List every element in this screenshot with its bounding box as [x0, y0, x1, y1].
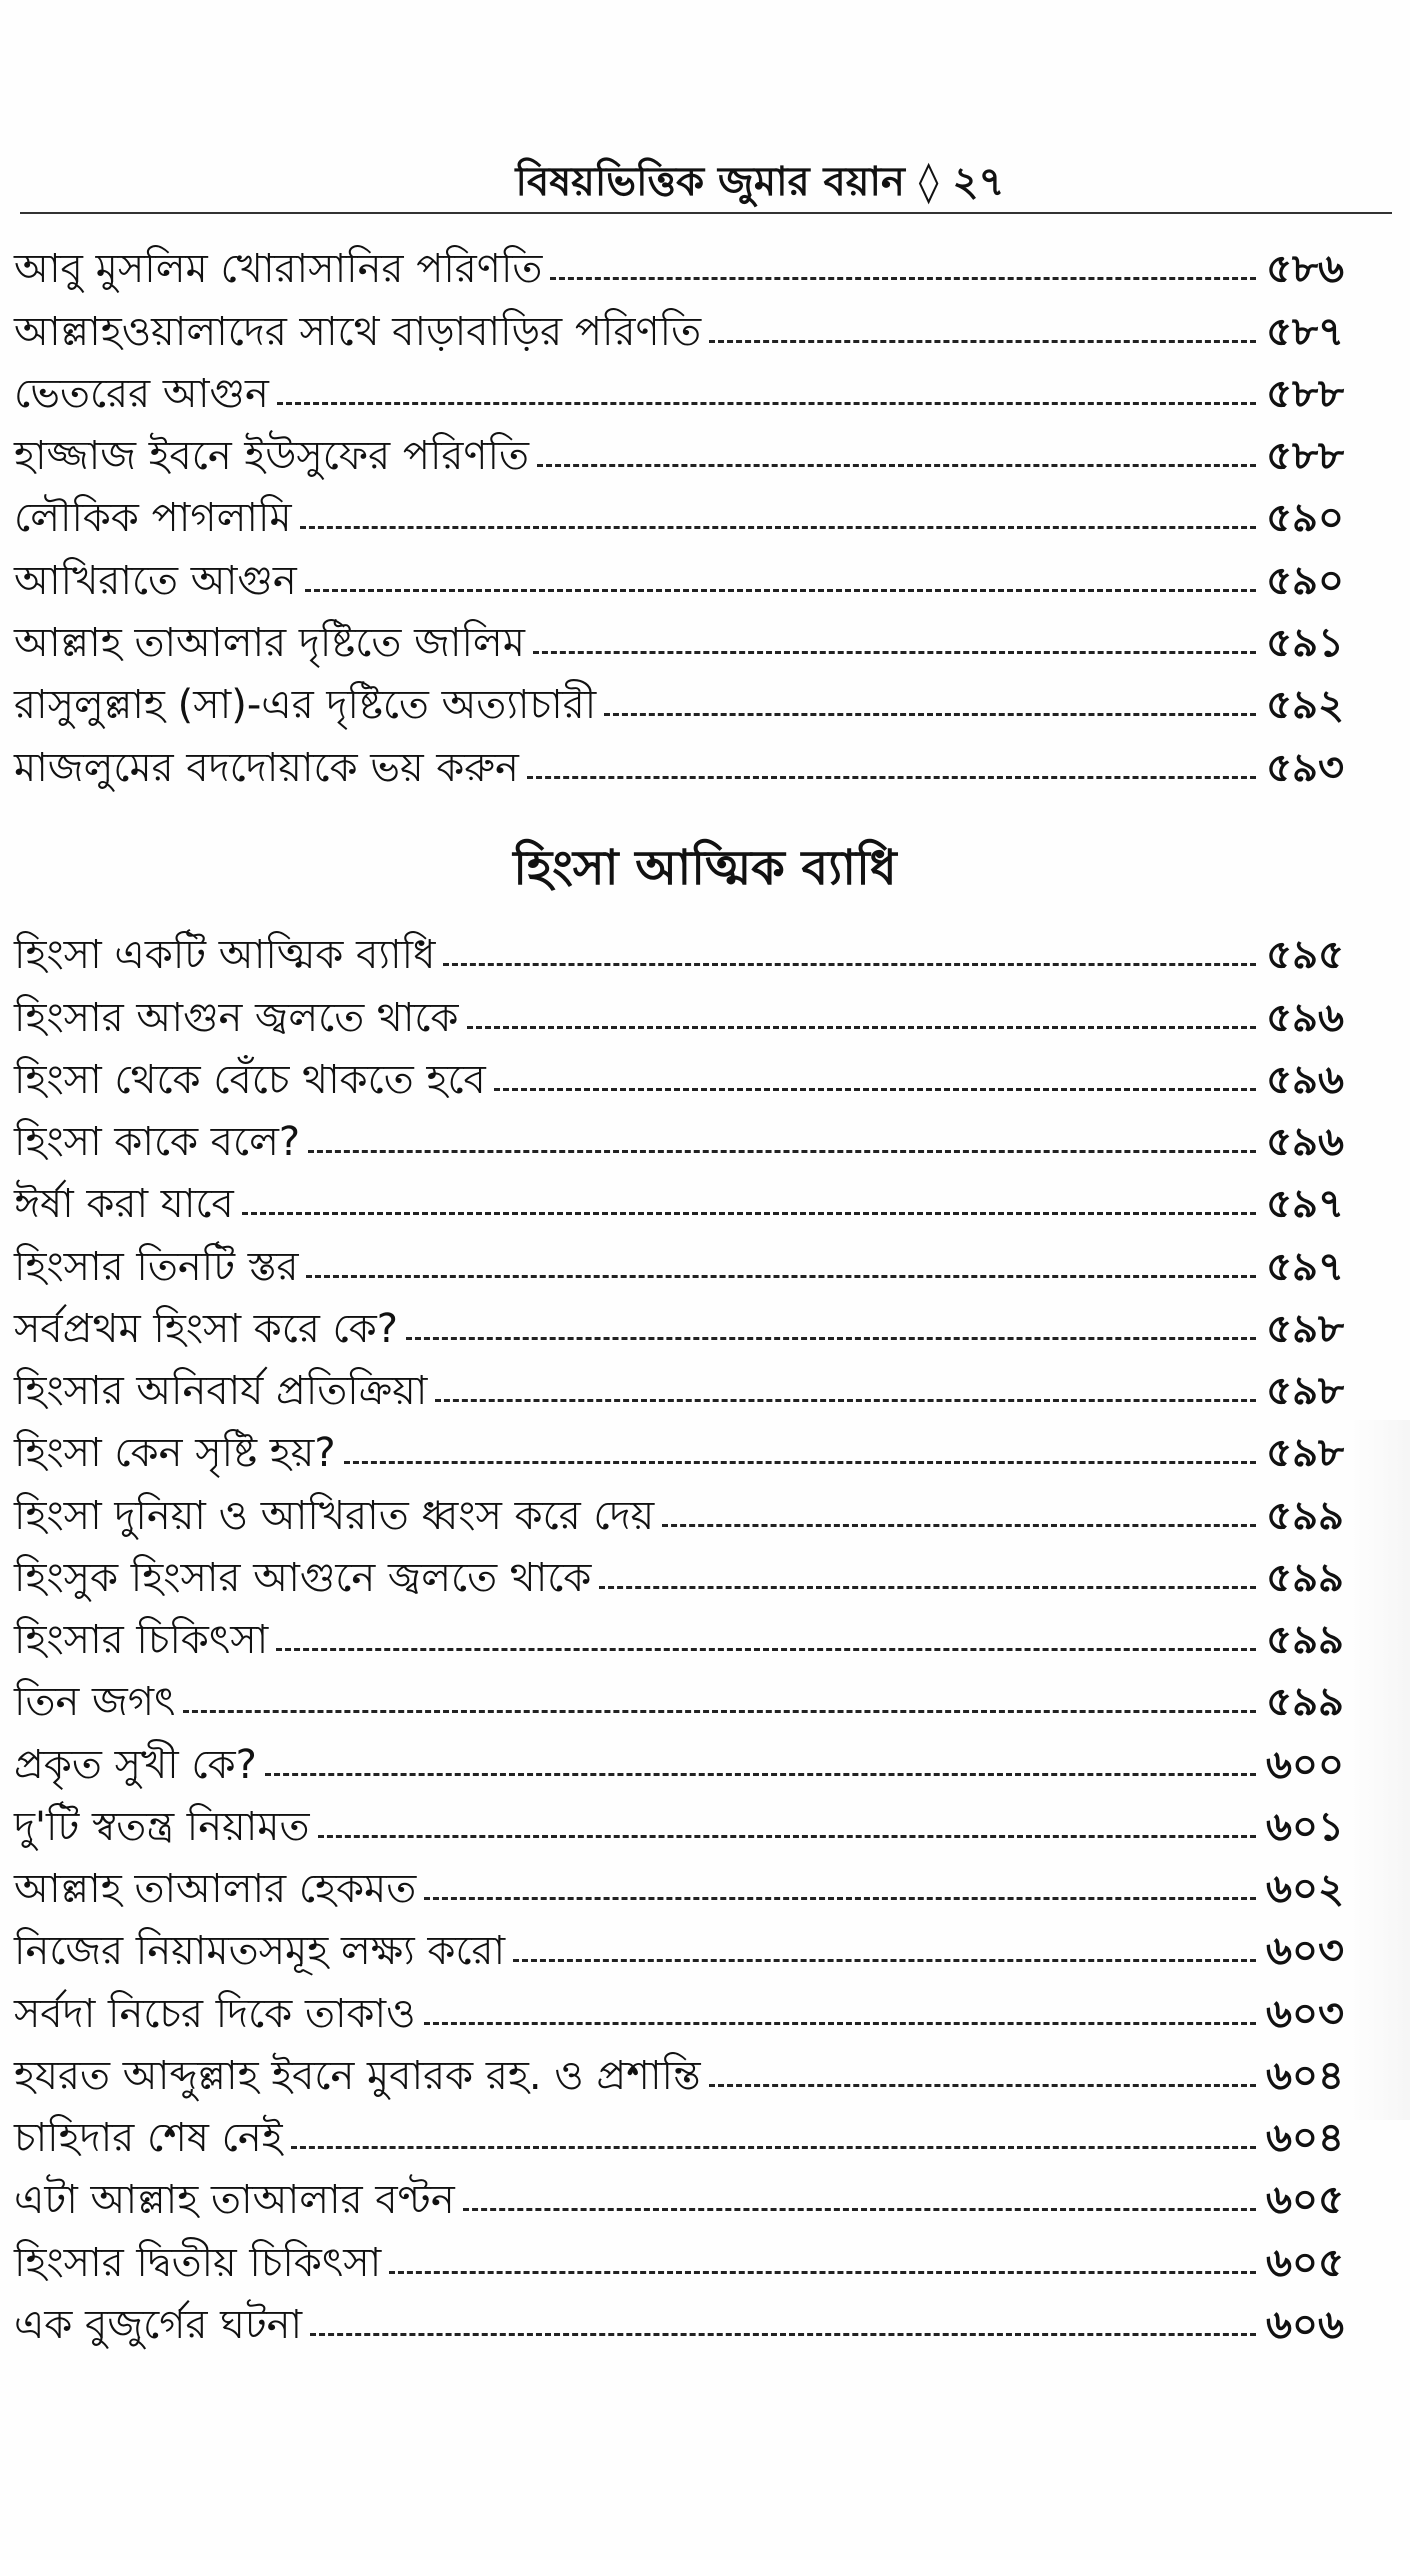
toc-entry-page: ৫৯৮: [1266, 1368, 1344, 1414]
dot-leader: [662, 1524, 1256, 1527]
toc-entry: [14, 2288, 1344, 2350]
toc-entry: [14, 1603, 1344, 1665]
toc-entry-page: ৫৯৭: [1266, 1181, 1344, 1228]
toc-entry-page: ৫৯৫: [1266, 932, 1344, 979]
dot-leader: [424, 1897, 1256, 1900]
toc-entry-title: এক বুজুর্গের ঘটনা: [14, 2301, 303, 2348]
dot-leader: [276, 1648, 1256, 1651]
toc-entry-title: হযরত আব্দুল্লাহ ইবনে মুবারক রহ. ও প্রশান্তি: [14, 2052, 701, 2099]
dot-leader: [318, 1835, 1257, 1838]
toc-entry-title: হিংসার তিনটি স্তর: [14, 1243, 299, 1290]
toc-entry: [14, 543, 1344, 605]
toc-entry-title: হিংসার চিকিৎসা: [14, 1617, 269, 1663]
toc-entry-page: ৫৯৯: [1266, 1617, 1344, 1663]
toc-entry: [14, 1105, 1344, 1167]
toc-entry-page: ৫৯৮: [1266, 1305, 1344, 1352]
toc-entry: [14, 668, 1344, 730]
toc-entry: [14, 1354, 1344, 1416]
section-heading: হিংসা আত্মিক ব্যাধি: [513, 840, 897, 896]
dot-leader: [183, 1710, 1256, 1713]
dot-leader: [406, 1337, 1256, 1340]
toc-entry-title: হিংসার দ্বিতীয় চিকিৎসা: [14, 2239, 382, 2286]
toc-entry: [14, 357, 1344, 419]
dot-leader: [709, 340, 1256, 343]
toc-entry: [14, 232, 1344, 294]
toc-entry-page: ৫৯০: [1266, 557, 1344, 604]
dot-leader: [435, 1399, 1256, 1402]
toc-entry-title: দু'টি স্বতন্ত্র নিয়ামত: [14, 1803, 310, 1850]
dot-leader: [599, 1586, 1256, 1589]
dot-leader: [604, 713, 1256, 716]
toc-entry: [14, 1665, 1344, 1727]
toc-entry: [14, 1727, 1344, 1789]
dot-leader: [537, 464, 1256, 467]
toc-entry: [14, 481, 1344, 543]
toc-entry-page: ৫৯২: [1266, 682, 1344, 729]
toc-entry-title: হিংসা একটি আত্মিক ব্যাধি: [14, 932, 436, 979]
running-header: বিষয়ভিত্তিক জুমার বয়ান ◊ ২৭: [515, 159, 1005, 205]
dot-leader: [527, 776, 1256, 779]
dot-leader: [310, 2333, 1256, 2336]
dot-leader: [550, 277, 1256, 280]
toc-entry: [14, 1043, 1344, 1105]
dot-leader: [494, 1088, 1256, 1091]
toc-entry-title: সর্বপ্রথম হিংসা করে কে?: [14, 1305, 399, 1352]
toc-entry: [14, 730, 1344, 792]
toc-entry: [14, 1914, 1344, 1976]
toc-entry-title: হিংসুক হিংসার আগুনে জ্বলতে থাকে: [14, 1554, 592, 1601]
dot-leader: [265, 1773, 1256, 1776]
toc-entry-title: লৌকিক পাগলামি: [14, 495, 292, 542]
toc-entry: [14, 918, 1344, 980]
toc-entry-page: ৫৯৯: [1266, 1492, 1344, 1539]
toc-entry-page: ৬০৫: [1266, 2177, 1344, 2224]
toc-entry-title: প্রকৃত সুখী কে?: [14, 1741, 257, 1788]
toc-entry-title: আল্লাহওয়ালাদের সাথে বাড়াবাড়ির পরিণতি: [14, 308, 702, 355]
toc-entry-title: ভেতরের আগুন: [14, 370, 269, 417]
toc-entry: [14, 980, 1344, 1042]
toc-list-top: [14, 232, 1344, 793]
toc-entry: [14, 1167, 1344, 1229]
toc-entry-title: হিংসা দুনিয়া ও আখিরাত ধ্বংস করে দেয়: [14, 1492, 655, 1539]
toc-entry-title: সর্বদা নিচের দিকে তাকাও: [14, 1990, 416, 2037]
toc-entry-title: হিংসার আগুন জ্বলতে থাকে: [14, 994, 459, 1041]
toc-entry-page: ৫৮৮: [1266, 433, 1344, 480]
dot-leader: [308, 1150, 1256, 1153]
dot-leader: [467, 1026, 1257, 1029]
header-rule: [20, 212, 1392, 214]
toc-entry: [14, 1790, 1344, 1852]
toc-entry-title: মাজলুমের বদদোয়াকে ভয় করুন: [14, 744, 519, 791]
dot-leader: [344, 1461, 1257, 1464]
toc-entry-page: ৫৯১: [1266, 620, 1344, 667]
toc-entry-page: ৫৯৭: [1266, 1243, 1344, 1290]
toc-entry-title: হিংসা কেন সৃষ্টি হয়?: [14, 1430, 336, 1477]
toc-entry-page: ৬০১: [1266, 1803, 1344, 1850]
toc-entry-page: ৫৯৯: [1266, 1679, 1344, 1726]
toc-entry-page: ৫৮৬: [1266, 246, 1344, 293]
dot-leader: [305, 589, 1256, 592]
toc-entry-title: হিংসা কাকে বলে?: [14, 1119, 301, 1165]
dot-leader: [291, 2146, 1256, 2149]
toc-entry-page: ৬০৫: [1266, 2239, 1344, 2286]
toc-entry-page: ৬০৪: [1266, 2115, 1344, 2161]
toc-entry: [14, 1229, 1344, 1291]
toc-entry: [14, 294, 1344, 356]
toc-entry-title: আল্লাহ তাআলার দৃষ্টিতে জালিম: [14, 620, 525, 667]
dot-leader: [300, 526, 1256, 529]
toc-entry-page: ৫৯৬: [1266, 1119, 1344, 1165]
toc-entry-page: ৫৮৮: [1266, 370, 1344, 417]
toc-entry-title: আল্লাহ তাআলার হেকমত: [14, 1866, 417, 1912]
dot-leader: [277, 402, 1256, 405]
dot-leader: [306, 1275, 1256, 1278]
dot-leader: [424, 2022, 1256, 2025]
toc-entry: [14, 1478, 1344, 1540]
toc-entry-title: আবু মুসলিম খোরাসানির পরিণতি: [14, 246, 543, 293]
toc-entry-page: ৫৯৩: [1266, 744, 1344, 791]
toc-entry: [14, 2225, 1344, 2287]
toc-entry-page: ৫৯৯: [1266, 1554, 1344, 1601]
toc-entry-page: ৬০০: [1265, 1741, 1344, 1788]
toc-entry-page: ৫৯৬: [1266, 1056, 1344, 1103]
toc-list-bottom: [14, 918, 1344, 2350]
toc-entry: [14, 1976, 1344, 2038]
dot-leader: [242, 1212, 1256, 1215]
toc-entry: [14, 1541, 1344, 1603]
dot-leader: [463, 2208, 1256, 2211]
dot-leader: [709, 2084, 1256, 2087]
toc-entry-title: রাসুলুল্লাহ (সা)-এর দৃষ্টিতে অত্যাচারী: [14, 682, 597, 729]
toc-entry-page: ৬০২: [1265, 1866, 1344, 1912]
toc-entry: [14, 1292, 1344, 1354]
toc-entry: [14, 606, 1344, 668]
toc-entry-title: হাজ্জাজ ইবনে ইউসুফের পরিণতি: [14, 433, 530, 480]
toc-entry-title: তিন জগৎ: [14, 1679, 176, 1726]
toc-entry: [14, 1852, 1344, 1914]
toc-entry-page: ৬০৩: [1265, 1990, 1344, 2037]
toc-entry-title: হিংসা থেকে বেঁচে থাকতে হবে: [14, 1056, 486, 1103]
toc-entry: [14, 2101, 1344, 2163]
toc-entry-page: ৬০৩: [1265, 1928, 1344, 1975]
toc-entry-title: আখিরাতে আগুন: [14, 557, 297, 604]
dot-leader: [389, 2271, 1256, 2274]
toc-entry-page: ৫৯৮: [1266, 1430, 1344, 1477]
toc-entry-title: ঈর্ষা করা যাবে: [14, 1181, 234, 1228]
toc-entry-page: ৬০৬: [1265, 2301, 1344, 2348]
toc-entry: [14, 2163, 1344, 2225]
dot-leader: [533, 651, 1256, 654]
toc-entry: [14, 1416, 1344, 1478]
toc-entry-page: ৫৯৬: [1266, 994, 1344, 1041]
toc-entry-title: এটা আল্লাহ তাআলার বণ্টন: [14, 2177, 455, 2224]
toc-entry-title: নিজের নিয়ামতসমূহ লক্ষ্য করো: [14, 1928, 506, 1975]
dot-leader: [513, 1959, 1256, 1962]
dot-leader: [443, 963, 1256, 966]
toc-entry-page: ৫৯০: [1266, 495, 1344, 542]
toc-entry-page: ৫৮৭: [1266, 308, 1344, 355]
toc-entry-title: হিংসার অনিবার্য প্রতিক্রিয়া: [14, 1368, 428, 1414]
page-edge-shadow: [1350, 1420, 1410, 2120]
toc-entry-title: চাহিদার শেষ নেই: [14, 2115, 283, 2161]
toc-entry-page: ৬০৪: [1266, 2052, 1344, 2099]
toc-entry: [14, 419, 1344, 481]
toc-entry: [14, 2039, 1344, 2101]
